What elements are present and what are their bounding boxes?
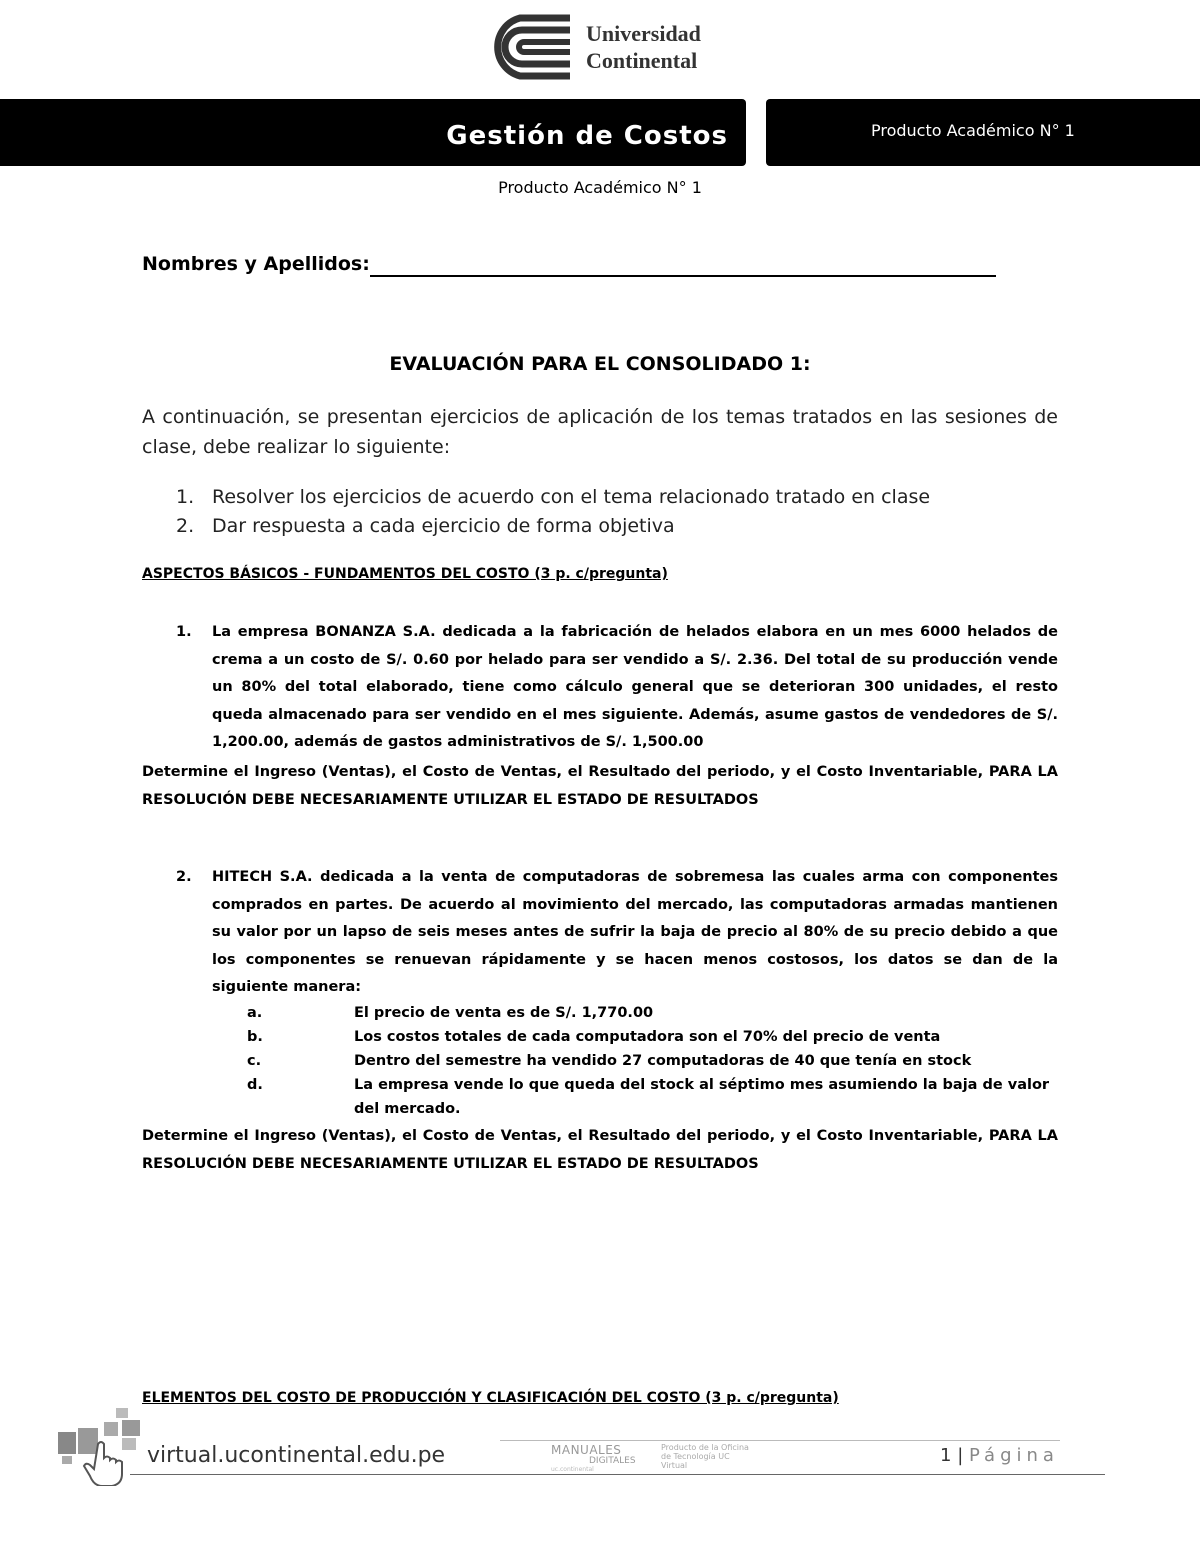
list-item <box>176 483 930 512</box>
manuales-title: MANUALES <box>551 1443 622 1457</box>
product-label-bar <box>766 99 1200 166</box>
question2-number: 2. <box>176 869 192 885</box>
page-separator: | <box>957 1445 964 1466</box>
evaluation-title: EVALUACIÓN PARA EL CONSOLIDADO 1: <box>389 353 811 375</box>
list-item <box>247 1001 1059 1025</box>
footer-url[interactable]: virtual.ucontinental.edu.pe <box>147 1443 446 1468</box>
course-title-bar <box>0 99 746 166</box>
document-subtitle: Producto Académico N° 1 <box>498 178 702 197</box>
manuales-sub: DIGITALES <box>589 1456 636 1466</box>
university-logo-icon <box>480 14 575 80</box>
question2-items <box>247 1001 1059 1121</box>
list-item <box>247 1073 1059 1121</box>
step-number: 2. <box>176 515 195 537</box>
question2-text: HITECH S.A. dedicada a la venta de computadoras de sobremesa las cuales arma con componentes comprados en partes. De acuerdo al movimiento del mercado, las computadoras armadas mantienen su valor por un lapso de seis meses antes de sufrir la baja de precio al 80% de su precio debido a que los componentes se renuevan rápidamente y se hacen menos costosos, los datos se dan de la siguiente manera: <box>212 869 1058 995</box>
university-name-line2: Continental <box>586 48 698 73</box>
list-item <box>176 512 930 541</box>
footer-divider <box>130 1474 1105 1475</box>
section1-heading: ASPECTOS BÁSICOS - FUNDAMENTOS DEL COSTO (3 p. c/pregunta) <box>142 566 668 582</box>
university-name-line1: Universidad <box>586 21 701 46</box>
step-number: 1. <box>176 486 195 508</box>
intro-paragraph: A continuación, se presentan ejercicios de aplicación de los temas tratados en las sesiones de clase, debe realizar lo siguiente: <box>142 406 1058 458</box>
course-title: Gestión de Costos <box>446 121 728 151</box>
page-number-value: 1 <box>940 1445 952 1466</box>
question2-determine: Determine el Ingreso (Ventas), el Costo de Ventas, el Resultado del periodo, y el Costo Inventariable, PARA LA RESOLUCIÓN DEBE NECESARIAMENTE UTILIZAR EL ESTADO DE RESULTADOS <box>142 1128 1058 1172</box>
item-text: La empresa vende lo que queda del stock al séptimo mes asumiendo la baja de valor del mercado. <box>354 1077 1050 1117</box>
names-label: Nombres y Apellidos: <box>142 253 370 275</box>
item-text: El precio de venta es de S/. 1,770.00 <box>354 1005 654 1021</box>
item-letter: b. <box>247 1029 263 1045</box>
item-text: Los costos totales de cada computadora son el 70% del precio de venta <box>354 1029 941 1045</box>
manuales-digitales-logo <box>551 1443 751 1473</box>
item-letter: a. <box>247 1005 263 1021</box>
manuales-small: uc.continental <box>551 1466 594 1473</box>
product-label: Producto Académico N° 1 <box>871 121 1075 140</box>
item-letter: d. <box>247 1077 263 1093</box>
university-name <box>586 20 701 74</box>
question1-number: 1. <box>176 624 192 640</box>
footer-divider-top <box>500 1440 1060 1441</box>
list-item <box>247 1025 1059 1049</box>
step-text: Dar respuesta a cada ejercicio de forma objetiva <box>212 515 675 537</box>
question1-determine: Determine el Ingreso (Ventas), el Costo de Ventas, el Resultado del periodo, y el Costo Inventariable, PARA LA RESOLUCIÓN DEBE NECESARIAMENTE UTILIZAR EL ESTADO DE RESULTADOS <box>142 764 1058 808</box>
list-item <box>247 1049 1059 1073</box>
step-text: Resolver los ejercicios de acuerdo con el tema relacionado tratado en clase <box>212 486 931 508</box>
manuales-note: Producto de la Oficina de Tecnología UC Virtual <box>661 1443 749 1470</box>
item-text: Dentro del semestre ha vendido 27 computadoras de 40 que tenía en stock <box>354 1053 972 1069</box>
page-number <box>940 1445 1059 1466</box>
section2-heading: ELEMENTOS DEL COSTO DE PRODUCCIÓN Y CLASIFICACIÓN DEL COSTO (3 p. c/pregunta) <box>142 1390 839 1406</box>
page-word: Página <box>969 1445 1059 1466</box>
question1-text: La empresa BONANZA S.A. dedicada a la fabricación de helados elabora en un mes 6000 helados de crema a un costo de S/. 0.60 por helado para ser vendido a S/. 2.36. Del total de su producción vende un 80% del total elaborado, tiene como cálculo general que se deterioran 300 unidades, el resto queda almacenado para ser vendido en el mes siguiente. Además, asume gastos de vendedores de S/. 1,200.00, además de gastos administrativos de S/. 1,500.00 <box>212 624 1058 750</box>
instruction-steps <box>176 483 930 541</box>
names-fill-line[interactable] <box>370 275 996 277</box>
item-letter: c. <box>247 1053 262 1069</box>
